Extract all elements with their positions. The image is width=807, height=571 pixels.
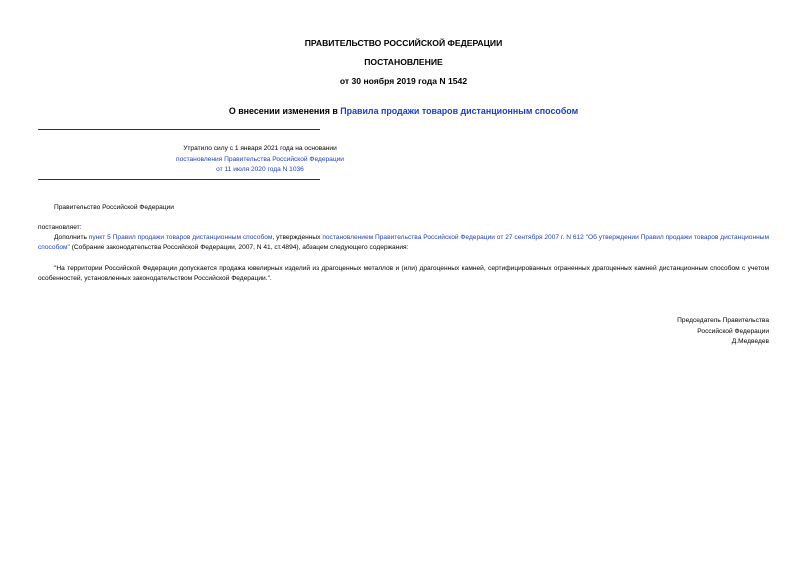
main-link-rules-item[interactable]: пункт 5 Правил продажи товаров дистанционным способом xyxy=(88,234,273,241)
main-text-2: , утвержденных xyxy=(272,234,323,241)
annotation-block xyxy=(38,144,482,176)
main-text-3: (Собрание законодательства Российской Федерации, 2007, N 41, ст.4894), абзацем следующего содержания: xyxy=(69,244,409,252)
annotation-top-divider xyxy=(38,129,320,130)
annotation-bottom-divider xyxy=(38,179,320,180)
main-text-1: Дополнить xyxy=(54,234,89,241)
main-link-decree-612[interactable]: постановлением Правительства Российской Федерации от 27 сентября 2007 г. N 612 "Об утверждении Правил продажи товаров дистанционным способом" xyxy=(38,234,770,252)
annotation-line: Утратило силу с 1 января 2021 года на основании xyxy=(183,145,337,152)
annotation-link-decree[interactable]: постановления Правительства Российской Федерации xyxy=(176,155,344,163)
subject-heading xyxy=(0,106,807,116)
date-number-heading: от 30 ноября 2019 года N 1542 xyxy=(339,76,468,86)
annotation-link-date[interactable]: от 11 июля 2020 года N 1036 xyxy=(216,166,304,173)
decides-line: постановляет: xyxy=(38,224,82,231)
government-line: Правительство Российской Федерации xyxy=(54,204,174,211)
document-type-heading: ПОСТАНОВЛЕНИЕ xyxy=(364,57,443,67)
signature-name: Д.Медведев xyxy=(731,338,769,345)
main-paragraph xyxy=(38,233,769,254)
signature-org: Российской Федерации xyxy=(697,327,769,335)
signature-title: Председатель Правительства xyxy=(677,317,769,324)
government-heading: ПРАВИТЕЛЬСТВО РОССИЙСКОЙ ФЕДЕРАЦИИ xyxy=(304,38,503,48)
subject-link[interactable]: Правила продажи товаров дистанционным способом xyxy=(340,106,579,116)
signature-block xyxy=(677,316,769,348)
quote-paragraph: "На территории Российской Федерации допускается продажа ювелирных изделий из драгоценных металлов и (или) драгоценных камней, сертифицированных ограненных драгоценных камней дистанционным способом с учетом особенностей, установленных законодательством Российской Федерации.". xyxy=(38,265,769,283)
subject-prefix: О внесении изменения в xyxy=(228,106,341,116)
